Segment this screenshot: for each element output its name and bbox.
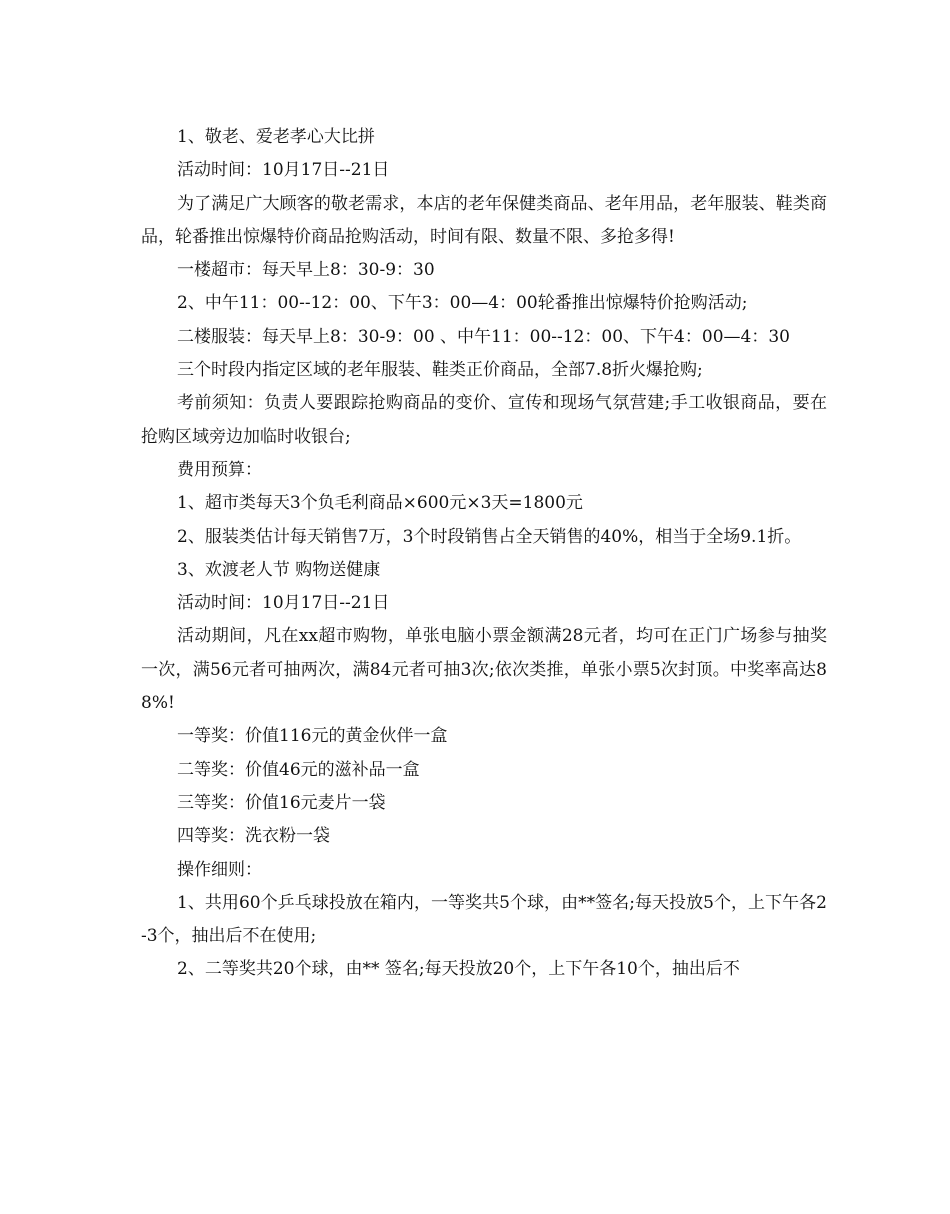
- document-body: [141, 121, 827, 987]
- supermarket-schedule: 一楼超市：每天早上8：30-9：30: [177, 260, 435, 281]
- budget-heading: 费用预算：: [177, 459, 262, 480]
- discount-description: 三个时段内指定区域的老年服装、鞋类正价商品，全部7.8折火爆抢购;: [177, 360, 703, 381]
- prize-fourth: 四等奖：洗衣粉一袋: [177, 826, 330, 847]
- activity-time-3: 活动时间：10月17日--21日: [177, 593, 390, 614]
- activity-description-1: 为了满足广大顾客的敬老需求，本店的老年保健类商品、老年用品，老年服装、鞋类商品，轮番推出惊爆特价商品抢购活动，时间有限、数量不限、多抢多得!: [141, 193, 827, 247]
- heading-activity-1: 1、敬老、爱老孝心大比拼: [177, 127, 375, 147]
- prize-second: 二等奖：价值46元的滋补品一盒: [177, 759, 420, 780]
- heading-activity-3: 3、欢渡老人节 购物送健康: [177, 559, 381, 580]
- prize-third: 三等奖：价值16元麦片一袋: [177, 792, 386, 813]
- lottery-description: 活动期间，凡在xx超市购物，单张电脑小票金额满28元者，均可在正门广场参与抽奖一次，满56元者可抽两次，满84元者可抽3次;依次类推，单张小票5次封顶。中奖率高达88%!: [141, 626, 827, 714]
- prize-first: 一等奖：价值116元的黄金伙伴一盒: [177, 726, 448, 747]
- budget-item-1: 1、超市类每天3个负毛利商品×600元×3天=1800元: [177, 493, 583, 514]
- clothing-schedule: 二楼服装：每天早上8：30-9：00 、中午11：00--12：00、下午4：00—4：30: [177, 326, 790, 347]
- activity-time-1: 活动时间：10月17日--21日: [177, 160, 390, 181]
- rules-heading: 操作细则：: [177, 859, 262, 880]
- schedule-item-2: 2、中午11：00--12：00、下午3：00—4：00轮番推出惊爆特价抢购活动;: [177, 293, 748, 314]
- rule-item-2: 2、二等奖共20个球，由** 签名;每天投放20个，上下午各10个，抽出后不: [177, 959, 740, 980]
- budget-item-2: 2、服装类估计每天销售7万，3个时段销售占全天销售的40%，相当于全场9.1折。: [177, 526, 802, 547]
- rule-item-1: 1、共用60个乒乓球投放在箱内，一等奖共5个球，由**签名;每天投放5个，上下午各2-3个，抽出后不在使用;: [141, 892, 827, 947]
- notes: 考前须知：负责人要跟踪抢购商品的变价、宣传和现场气氛营建;手工收银商品，要在抢购区域旁边加临时收银台;: [141, 393, 827, 447]
